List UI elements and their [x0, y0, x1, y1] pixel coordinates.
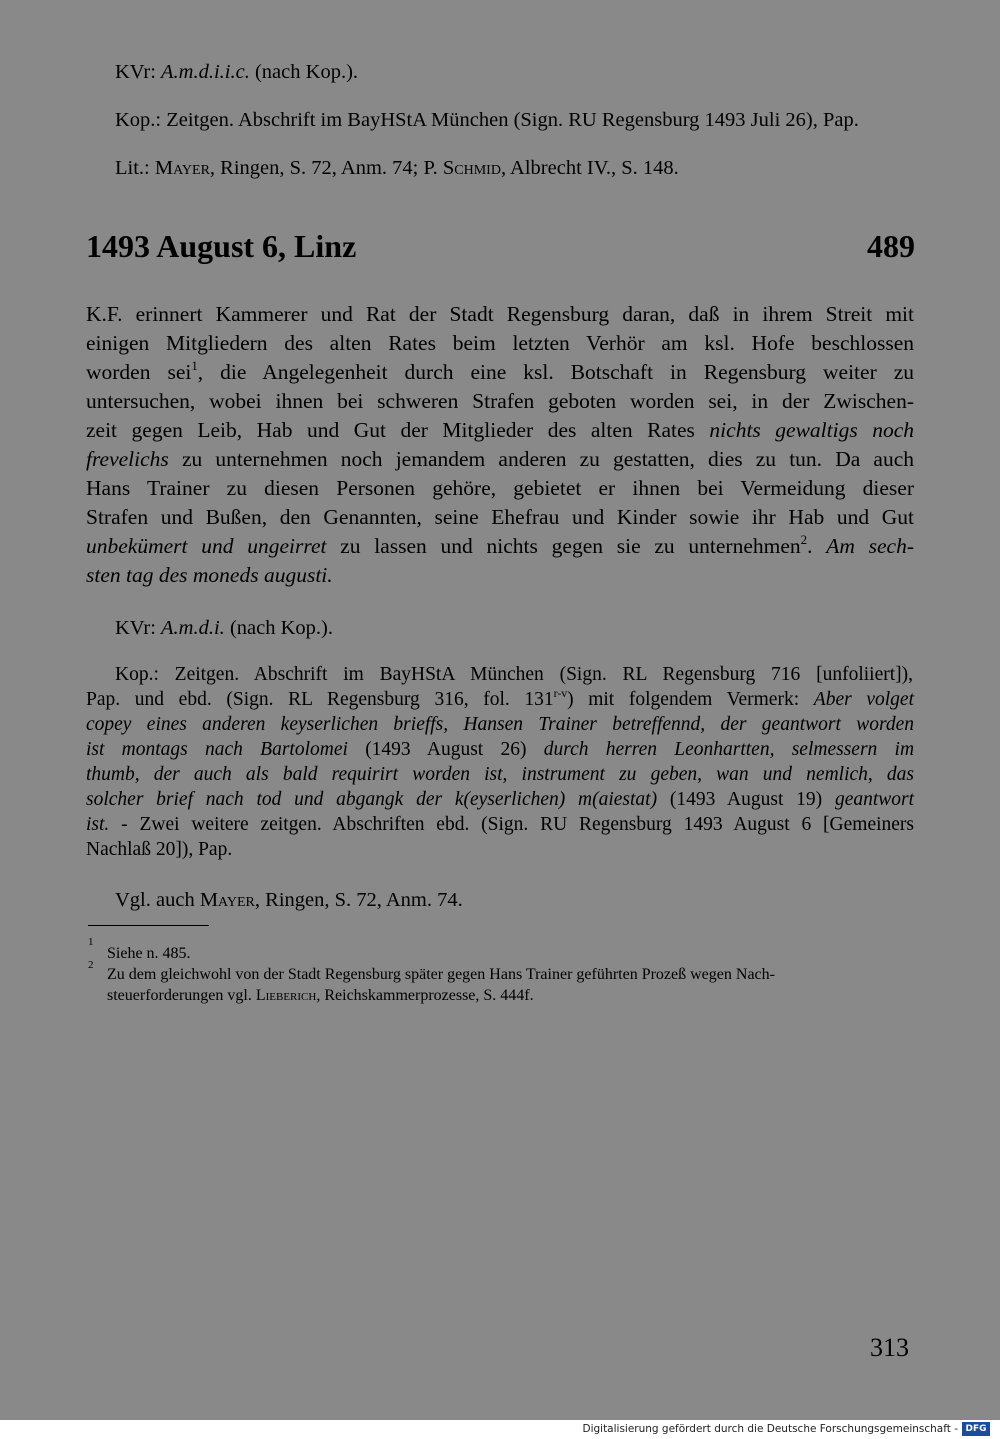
quote-italic: ist. [86, 814, 110, 835]
kvr-prefix: KVr: [115, 617, 156, 639]
quote-italic: thumb, der auch als bald requirirt worden ist, instrument zu geben, wan und nemlich, das [86, 764, 914, 785]
kvr-siglum: A.m.d.i. [161, 617, 225, 639]
quote-italic: Am sech- [826, 534, 914, 558]
kop-text: ) mit folgendem Vermerk: [567, 689, 800, 710]
quote-italic: solcher brief nach tod und abgangk der k(eyserlichen) m(aiestat) [86, 789, 658, 810]
footer-credit: Digitalisierung gefördert durch die Deutsche Forschungsgemeinschaft - [582, 1423, 958, 1435]
kop-text: (1493 August 19) [669, 789, 823, 810]
lit-end: , Albrecht IV., S. 148. [500, 157, 679, 179]
kop-line-7 [86, 812, 914, 837]
quote-italic: unbekümert und ungeirret [86, 534, 327, 558]
regest-line-10 [86, 561, 914, 590]
kop-line-5 [86, 762, 914, 787]
lit-line-top [115, 154, 679, 182]
regest-text: zu lassen und nichts gegen sie zu unternehmen [340, 534, 801, 558]
quote-italic: sten tag des moneds augusti. [86, 563, 333, 587]
regest-line-9 [86, 532, 914, 561]
lit-mid: , Ringen, S. 72, Anm. 74; P. [209, 157, 438, 179]
regest-line-1: K.F. erinnert Kammerer und Rat der Stadt Regensburg daran, daß in ihrem Streit mit [86, 302, 914, 326]
dfg-logo-icon: DFG [962, 1422, 990, 1436]
regest-text: . [807, 534, 813, 558]
footnote-1: Siehe n. 485. [107, 945, 191, 962]
kop-line-8: Nachlaß 20]), Pap. [86, 839, 233, 860]
entry-date-place: 1493 August 6, Linz [86, 228, 357, 264]
footnote-2-line-2 [107, 985, 534, 1006]
kop-line-1: Kop.: Zeitgen. Abschrift im BayHStA München (Sign. RL Regensburg 716 [unfoliiert]), [115, 664, 913, 685]
footnote-rule [88, 925, 209, 926]
lit-author-mayer: Mayer [154, 157, 210, 179]
regest-text: zeit gegen Leib, Hab und Gut der Mitglieder des alten Rates [86, 418, 695, 442]
footnote-author: Lieberich [255, 987, 317, 1004]
quote-italic: nichts gewaltigs noch [709, 418, 914, 442]
footnote-mark-2: 2 [88, 959, 94, 971]
kop-line-top: Kop.: Zeitgen. Abschrift im BayHStA München (Sign. RU Regensburg 1493 Juli 26), Pap. [115, 109, 859, 131]
lit-author-schmid: Schmid [442, 157, 501, 179]
regest-line-4: untersuchen, wobei ihnen bei schweren Strafen geboten worden sei, in der Zwischen- [86, 389, 914, 413]
kvr-line [115, 614, 333, 642]
footnote-text: steuerforderungen vgl. [107, 987, 252, 1004]
kvr-suffix: (nach Kop.). [229, 617, 333, 639]
kop-text: (1493 August 26) [365, 739, 527, 760]
entry-heading [86, 228, 915, 265]
kvr-siglum: A.m.d.i.i.c. [161, 61, 250, 83]
footnote-mark-1: 1 [88, 936, 94, 948]
quote-italic: copey eines anderen keyserlichen brieffs, Hansen Trainer betreffennd, der geantwort worden [86, 714, 914, 735]
vgl-rest: , Ringen, S. 72, Anm. 74. [254, 889, 463, 911]
page-number: 313 [870, 1333, 909, 1362]
regest-line-5 [86, 416, 914, 445]
quote-italic: ist montags nach Bartolomei [86, 739, 348, 760]
kop-text: - Zwei weitere zeitgen. Abschriften ebd. (Sign. RU Regensburg 1493 August 6 [Gemeiners [121, 814, 915, 835]
regest-text: zu unternehmen noch jemandem anderen zu gestatten, dies zu tun. Da auch [181, 447, 915, 471]
kop-text: Pap. und ebd. (Sign. RL Regensburg 316, fol. 131 [86, 689, 554, 710]
vgl-prefix: Vgl. auch [115, 889, 195, 911]
regest-line-6 [86, 445, 914, 474]
regest-line-3 [86, 358, 914, 387]
kop-line-4 [86, 737, 914, 762]
regest-text: worden sei [86, 360, 192, 384]
quote-italic: durch herren Leonhartten, selmessern im [543, 739, 915, 760]
quote-italic: Aber volget [813, 689, 914, 710]
vgl-author: Mayer [199, 889, 255, 911]
folio-sup: r-v [553, 686, 568, 700]
footnote-2-line-1: Zu dem gleichwohl von der Stadt Regensburg später gegen Hans Trainer geführten Prozeß wegen Nach- [107, 966, 775, 983]
footnote-text: , Reichskammerprozesse, S. 444f. [316, 987, 534, 1004]
regest-line-7: Hans Trainer zu diesen Personen gehöre, gebietet er ihnen bei Vermeidung dieser [86, 476, 914, 500]
kop-line-3 [86, 712, 914, 737]
quote-italic: geantwort [834, 789, 915, 810]
footnote-ref-1: 1 [191, 358, 198, 373]
regest-text: , die Angelegenheit durch eine ksl. Botschaft in Regensburg weiter zu [197, 360, 914, 384]
kvr-suffix: (nach Kop.). [254, 61, 359, 83]
kop-line-6 [86, 787, 914, 812]
kop-line-2 [86, 687, 914, 712]
quote-italic: frevelichs [86, 447, 169, 471]
lit-prefix: Lit.: [115, 157, 150, 179]
kvr-prefix: KVr: [115, 61, 156, 83]
vgl-line [115, 886, 463, 914]
entry-number: 489 [867, 228, 915, 264]
regest-line-8: Strafen und Bußen, den Genannten, seine Ehefrau und Kinder sowie ihr Hab und Gut [86, 505, 914, 529]
kvr-line-top [115, 58, 358, 86]
regest-line-2: einigen Mitgliedern des alten Rates beim letzten Verhör am ksl. Hofe beschlossen [86, 331, 914, 355]
footnote-ref-2: 2 [800, 532, 808, 547]
